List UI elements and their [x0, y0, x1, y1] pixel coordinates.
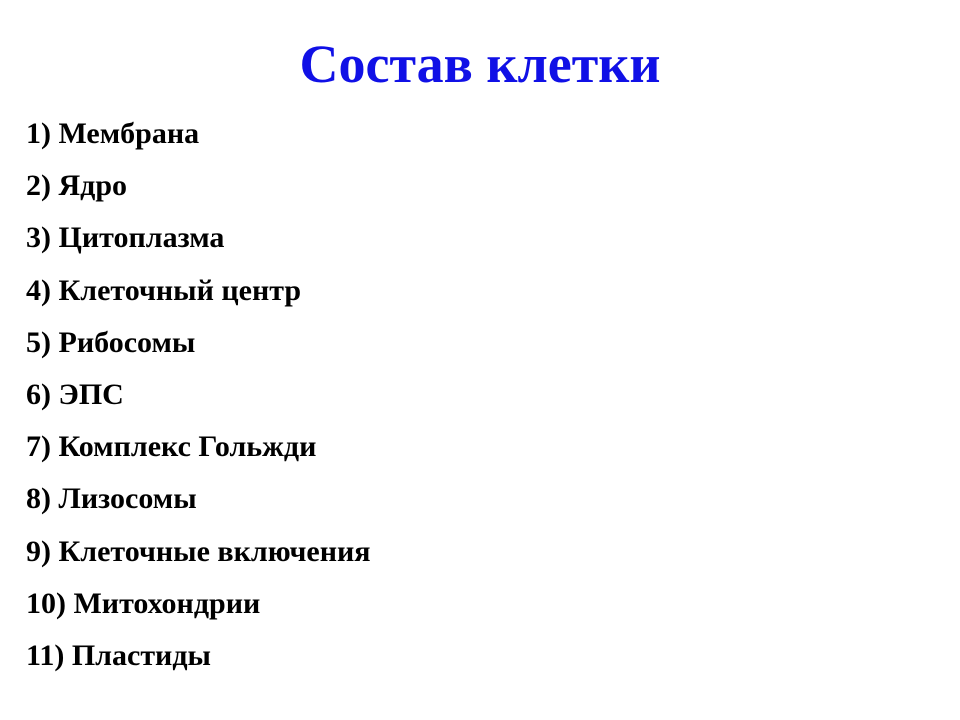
list-item: 7) Комплекс Гольжди [26, 430, 317, 464]
list-item: 2) Ядро [26, 169, 128, 203]
slide-title: Состав клетки [299, 34, 661, 94]
cell-components-list [26, 108, 371, 682]
list-item: 1) Мембрана [26, 117, 200, 150]
list-item: 8) Лизосомы [26, 482, 197, 516]
list-item: 5) Рибосомы [26, 325, 196, 359]
list-item: 10) Митохондрии [26, 586, 261, 620]
list-item: 9) Клеточные включения [26, 534, 371, 568]
list-item: 6) ЭПС [26, 377, 124, 411]
list-item: 3) Цитоплазма [26, 221, 225, 255]
list-item: 11) Пластиды [26, 638, 211, 672]
list-item: 4) Клеточный центр [26, 273, 302, 307]
